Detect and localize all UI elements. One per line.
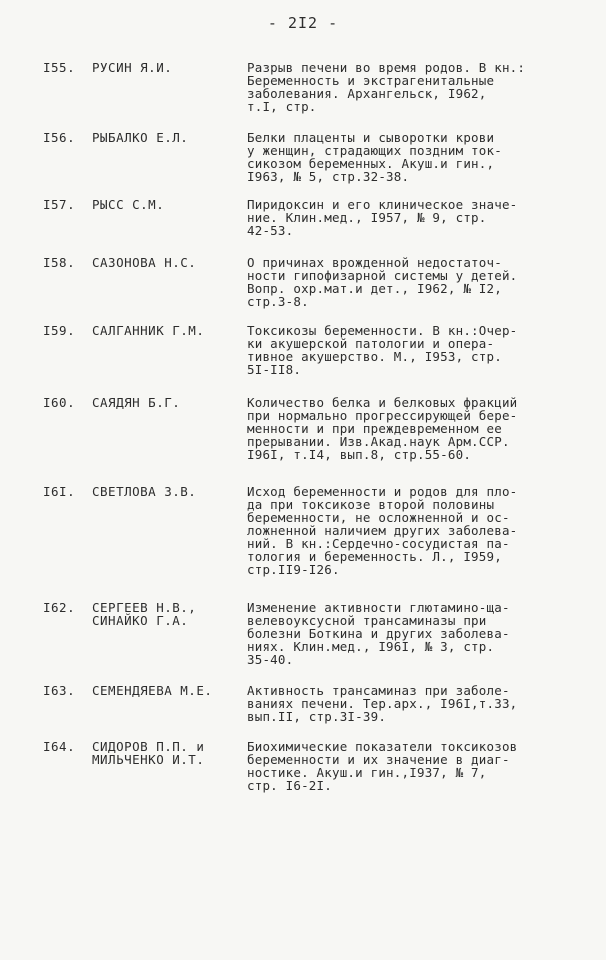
entry-citation: Изменение активности глютамино-ща- велевоуксусной трансаминазы при болезни Боткина и других заболева- ниях. Клин.мед., I96I, № 3, стр. 35-40. [247, 600, 510, 667]
entry-number: I55. [43, 60, 76, 75]
entry-author: РЫБАЛКО Е.Л. [92, 130, 189, 145]
page-number: - 2I2 - [267, 14, 339, 32]
entry-author: СИДОРОВ П.П. и МИЛЬЧЕНКО И.Т. [92, 739, 205, 767]
entry-author: РУСИН Я.И. [92, 60, 173, 75]
entry-author: СЕРГЕЕВ Н.В., СИНАЙКО Г.А. [92, 600, 197, 628]
entry-citation: Количество белка и белковых фракций при нормально прогрессирующей бере- менности и при преждевременном ее прерывании. Изв.Акад.наук Арм.ССР. I96I, т.I4, вып.8, стр.55-60. [247, 395, 518, 462]
entry-number: I57. [43, 197, 76, 212]
entry-number: I64. [43, 739, 76, 754]
entry-author: САЗОНОВА Н.С. [92, 255, 197, 270]
entry-citation: Исход беременности и родов для пло- да при токсикозе второй половины беременности, не осложненной и ос- ложненной наличием других заболева- ний. В кн.:Сердечно-сосудистая па- тология и беременность. Л., I959, стр.II9-I26. [247, 484, 518, 577]
entry-number: I58. [43, 255, 76, 270]
entry-author: РЫСС С.М. [92, 197, 165, 212]
entry-author: САЯДЯН Б.Г. [92, 395, 181, 410]
entry-citation: Активность трансаминаз при заболе- ваниях печени. Тер.арх., I96I,т.33, вып.II, стр.3I-39. [247, 683, 518, 724]
entry-citation: Белки плаценты и сыворотки крови у женщин, страдающих поздним ток- сикозом беременных. Акуш.и гин., I963, № 5, стр.32-38. [247, 130, 502, 184]
entry-author: СЕМЕНДЯЕВА М.Е. [92, 683, 213, 698]
entry-citation: О причинах врожденной недостаточ- ности гипофизарной системы у детей. Вопр. охр.мат.и дет., I962, № I2, стр.3-8. [247, 255, 518, 309]
entry-citation: Токсикозы беременности. В кн.:Очер- ки акушерской патологии и опера- тивное акушерство. М., I953, стр. 5I-II8. [247, 323, 518, 377]
entry-citation: Биохимические показатели токсикозов беременности и их значение в диаг- ностике. Акуш.и гин.,I937, № 7, стр. I6-2I. [247, 739, 518, 793]
entry-number: I60. [43, 395, 76, 410]
entry-number: I59. [43, 323, 76, 338]
entry-number: I6I. [43, 484, 76, 499]
entry-citation: Разрыв печени во время родов. В кн.: Беременность и экстрагенитальные заболевания. Архангельск, I962, т.I, стр. [247, 60, 526, 114]
entry-number: I63. [43, 683, 76, 698]
entry-author: САЛГАННИК Г.М. [92, 323, 205, 338]
entry-citation: Пиридоксин и его клиническое значе- ние. Клин.мед., I957, № 9, стр. 42-53. [247, 197, 518, 238]
entry-number: I62. [43, 600, 76, 615]
entry-number: I56. [43, 130, 76, 145]
entry-author: СВЕТЛОВА З.В. [92, 484, 197, 499]
